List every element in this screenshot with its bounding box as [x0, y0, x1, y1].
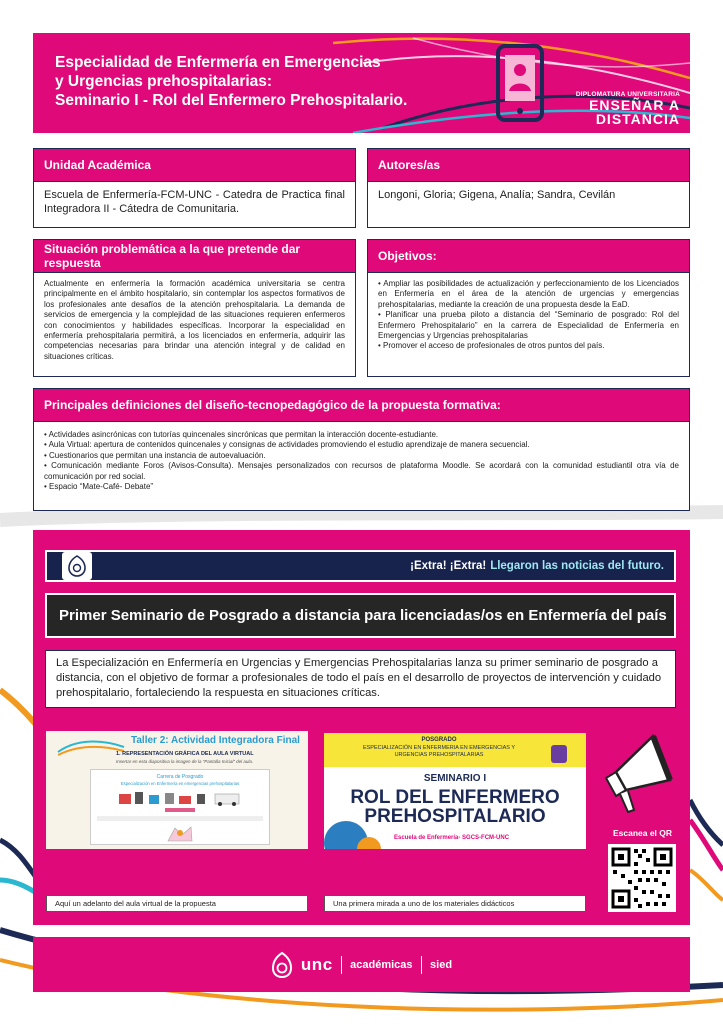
footer-academicas: académicas [350, 958, 413, 971]
objetivos-heading: Objetivos: [368, 240, 689, 273]
shot1-caption: Aquí un adelanto del aula virtual de la propuesta [46, 895, 308, 912]
map-illustration [165, 824, 195, 844]
definicion-text-4: Comunicación mediante Foros (Avisos-Consulta). Mensajes personalizados con recursos de plataforma Moodle. Se acordará con la comunidad estudiantil otra vía de comunicación por red social. [44, 461, 679, 481]
autores-heading: Autores/as [368, 149, 689, 182]
moodle-pink-button [165, 808, 195, 812]
footer-separator [341, 956, 343, 974]
objetivo-text-2: Planificar una prueba piloto a distancia del “Seminario de posgrado: Rol del Enfermero Prehospitalario” en la carrera de Especialidad de Enfermería en Emergencias y Urgencias prehospitalarias [378, 310, 679, 341]
shot2-school: Escuela de Enfermería- SGCS-FCM-UNC [394, 835, 510, 841]
unc-seal-footer-icon [271, 951, 293, 979]
unidad-card [33, 148, 356, 228]
definicion-item: • Cuestionarios que permitan una instancia de autoevaluación. [44, 450, 266, 460]
shot2-role-2: PREHOSPITALARIO [364, 806, 546, 827]
shot2-seminar: SEMINARIO I [423, 773, 487, 784]
news-section [33, 530, 690, 925]
definicion-item: • Espacio “Mate-Café- Debate” [44, 482, 154, 492]
objetivos-list [368, 273, 689, 358]
autores-body: Longoni, Gloria; Gigena, Analía; Sandra, Cevilán [378, 189, 616, 201]
shot2-program-2: URGENCIAS PREHOSPITALARIAS [394, 752, 484, 758]
qr-code-icon[interactable] [608, 844, 676, 912]
shot1-title: Taller 2: Actividad Integradora Final [131, 735, 300, 746]
footer-separator [421, 956, 423, 974]
megaphone-icon [598, 728, 678, 818]
definiciones-heading: Principales definiciones del diseño-tecnopedagógico de la propuesta formativa: [34, 389, 689, 422]
objetivo-item: • Planificar una prueba piloto a distancia del “Seminario de posgrado: Rol del Enfermero Prehospitalario” en la carrera de Especialidad de Enfermería en Emergencias y Urgencias prehospitalarias [378, 310, 679, 341]
header-title-line-2: y Urgencias prehospitalarias: [55, 73, 273, 90]
aula-virtual-preview [46, 731, 308, 849]
shot2-circles [324, 819, 586, 849]
situacion-card [33, 239, 356, 377]
phone-person-icon [495, 43, 545, 123]
objetivo-text-3: Promover el acceso de profesionales de otros puntos del país. [383, 341, 605, 351]
definicion-item: • Actividades asincrónicas con tutorías quincenales sincrónicas que permitan la interacción docente-estudiante. [44, 430, 439, 439]
brand-line-2: DISTANCIA [595, 111, 680, 127]
news-bar [45, 550, 676, 582]
definicion-text-2: Aula Virtual: apertura de contenidos quincenales y consignas de actividades promoviendo el estudio aprendizaje de manera secuencial. [48, 440, 530, 450]
footer-sied: sied [430, 958, 453, 971]
shot1-instruction: Insertar en esta diapositiva la imagen de la “Pantalla Inicial” del aula. [116, 759, 254, 764]
situacion-body: Actualmente en enfermería la formación académica universitaria se centra principalmente en el ámbito hospitalario, sin contemplar los aspectos formativos de los profesionales ante desafíos de la atención prehospitalaria. La demanda de servicios de emergencia y la complejidad de las situaciones requieren enfermeros con conocimientos y habilidades específicas. Incorporar la especialidad en enfermería prehospitalaria permitirá, a los licenciados en enfermería, adquirir las competencias necesarias para brindar una atención integral y de calidad en situaciones críticas. [44, 279, 345, 361]
definicion-item: • Comunicación mediante Foros (Avisos-Consulta). Mensajes personalizados con recursos de plataforma Moodle. Se acordará con la comunidad estudiantil otra vía de comunicación por red social. [44, 461, 679, 481]
header-title [55, 53, 408, 110]
definicion-text-1: Actividades asincrónicas con tutorías quincenales sincrónicas que permitan la interacción docente-estudiante. [48, 430, 439, 439]
moodle-course-sub: Especialización en Enfermería en emergencias prehospitalarias [120, 781, 240, 786]
qr-label: Escanea el QR [612, 828, 673, 838]
definicion-text-3: Cuestionarios que permitan una instancia de autoevaluación. [49, 450, 266, 460]
ambulance-illustration [119, 790, 243, 806]
material-didactico-preview [324, 733, 586, 849]
moodle-row [97, 816, 263, 821]
news-extra-highlight: Llegaron las noticias del futuro. [490, 560, 664, 572]
shot2-logo-badge [551, 745, 567, 763]
brand-logo [570, 91, 680, 126]
moodle-mock [90, 769, 270, 845]
definicion-item: • Aula Virtual: apertura de contenidos quincenales y consignas de actividades promoviendo el estudio aprendizaje de manera secuencial. [44, 440, 530, 450]
unidad-body: Escuela de Enfermería-FCM-UNC - Catedra de Practica final Integradora II - Cátedra de Comunitaria. [44, 189, 345, 215]
objetivo-item: • Promover el acceso de profesionales de otros puntos del país. [378, 341, 605, 351]
news-lead: La Especialización en Enfermería en Urgencias y Emergencias Prehospitalarias lanza su primer seminario de posgrado a distancia, con el objetivo de formar a profesionales de todo el país en el desarrollo de proyectos de intervención y cuidado prehospitalario, fortaleciendo la respuesta en situaciones críticas. [45, 650, 676, 708]
news-extra-label: ¡Extra! ¡Extra! [410, 560, 487, 572]
objetivo-item: • Ampliar las posibilidades de actualización y perfeccionamiento de los Licenciados en Enfermería en el área de la atención de urgencias y emergencias prehospitalarias, mediante la creación de una propuesta desde la EaD. [378, 279, 679, 309]
shot2-caption: Una primera mirada a uno de los materiales didácticos [324, 895, 586, 912]
header-title-line-1: Especialidad de Enfermería en Emergencias [55, 54, 381, 71]
situacion-heading: Situación problemática a la que pretende dar respuesta [34, 240, 355, 273]
shot2-program-1: ESPECIALIZACIÓN EN ENFERMERIA EN EMERGENCIAS Y [362, 745, 516, 751]
objetivos-card [367, 239, 690, 377]
definiciones-card [33, 388, 690, 511]
poster-header [33, 33, 690, 133]
shot1-subtitle: 1. REPRESENTACIÓN GRÁFICA DEL AULA VIRTUAL [116, 751, 254, 757]
poster-footer [33, 937, 690, 992]
news-headline: Primer Seminario de Posgrado a distancia para licenciadas/os en Enfermería del país [45, 593, 676, 638]
objetivo-text-1: Ampliar las posibilidades de actualización y perfeccionamiento de los Licenciados en Enfermería en el área de la atención de urgencias y emergencias prehospitalarias, mediante la creación de una propuesta desde la EaD. [378, 279, 679, 309]
autores-card [367, 148, 690, 228]
brand-small-text: DIPLOMATURA UNIVERSITARIA [575, 91, 680, 98]
unc-seal-icon [62, 552, 92, 580]
definiciones-list [34, 422, 689, 500]
header-title-line-3: Seminario I - Rol del Enfermero Prehospitalario. [55, 92, 408, 109]
definicion-text-5: Espacio “Mate-Café- Debate” [49, 482, 154, 492]
footer-unc: unc [300, 954, 333, 974]
shot2-role-1: ROL DEL ENFERMERO [350, 787, 560, 808]
unidad-heading: Unidad Académica [34, 149, 355, 182]
moodle-course-name: Carrera de Posgrado [156, 774, 204, 780]
shot2-kicker: POSGRADO [421, 737, 457, 743]
brand-line-1: ENSEÑAR A [589, 97, 680, 113]
